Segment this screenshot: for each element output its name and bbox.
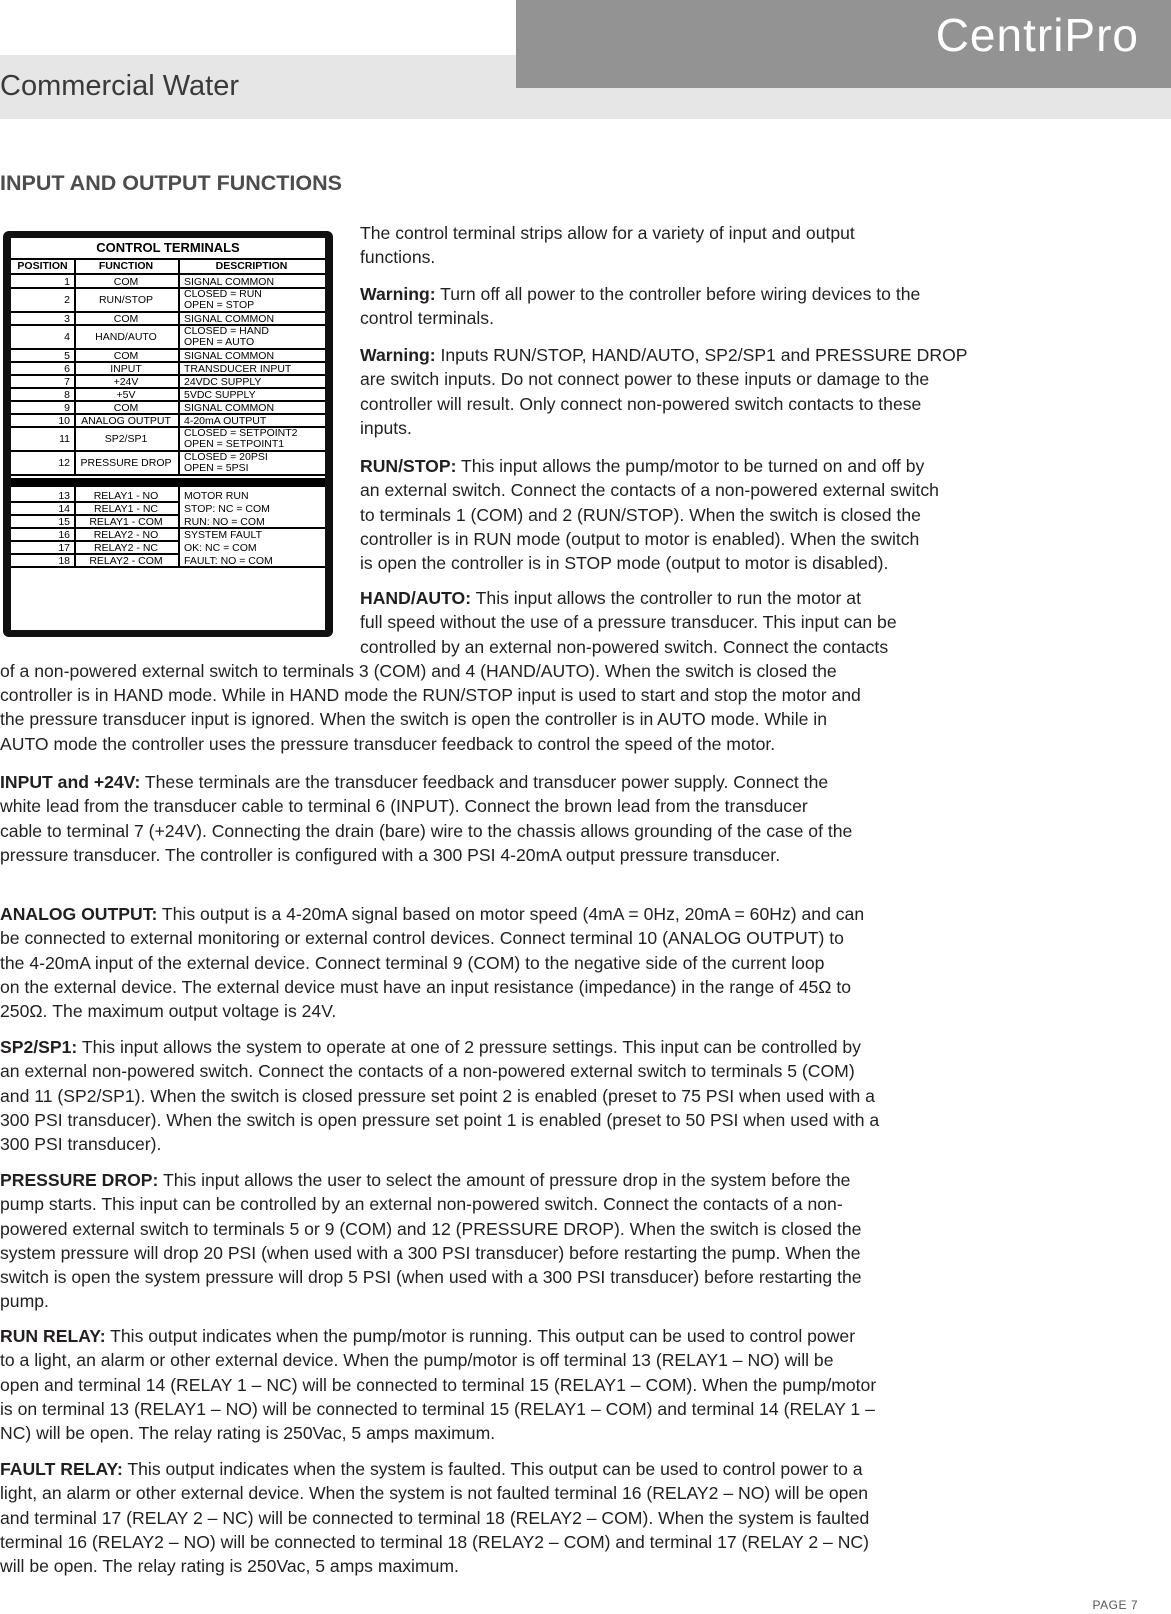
paragraph-text: terminal 16 (RELAY2 – NO) will be connected to terminal 18 (RELAY2 – COM) and terminal 17 (RELAY 2 – NC) (0, 1531, 869, 1552)
table-cell-position: 15 (58, 515, 70, 528)
table-cell-description: TRANSDUCER INPUT (184, 362, 292, 375)
table-cell-function: COM (113, 275, 139, 288)
paragraph-line (0, 999, 864, 1023)
paragraph-text: and terminal 17 (RELAY 2 – NC) will be connected to terminal 18 (RELAY2 – COM). When the system is faulted (0, 1507, 870, 1528)
paragraph-text: This output is a 4-20mA signal based on motor speed (4mA = 0Hz, 20mA = 60Hz) and can (157, 904, 865, 924)
table-cell-position: 4 (64, 331, 70, 343)
table-cell-position: 14 (58, 502, 70, 515)
table-separator-bar (11, 478, 325, 487)
paragraph-text: of a non-powered external switch to terminals 3 (COM) and 4 (HAND/AUTO). When the switch is closed the (0, 660, 837, 681)
table-cell-description: CLOSED = 20PSI (184, 451, 268, 463)
table-cell-position: 17 (58, 541, 70, 554)
paragraph-line (0, 707, 897, 731)
paragraph-text: inputs. (360, 417, 412, 438)
table-cell-description: OPEN = 5PSI (184, 462, 249, 474)
paragraph-line (0, 1397, 876, 1421)
paragraph-text: be connected to external monitoring or external control devices. Connect terminal 10 (ANALOG OUTPUT) to (0, 928, 844, 949)
paragraph-text: cable to terminal 7 (+24V). Connecting the drain (bare) wire to the chassis allows grounding of the case of the (0, 820, 853, 841)
paragraph-line (360, 367, 968, 391)
table-cell-function: INPUT (110, 362, 142, 375)
paragraph-line (0, 926, 864, 950)
paragraph-text: 300 PSI transducer). (0, 1134, 162, 1155)
paragraph (0, 1035, 879, 1156)
table-row-rule (11, 324, 325, 326)
paragraph-line (0, 951, 864, 975)
page-heading: INPUT AND OUTPUT FUNCTIONS (0, 171, 342, 195)
table-cell-description: CLOSED = HAND (184, 325, 269, 337)
table-cell-description: CLOSED = RUN (184, 288, 262, 300)
paragraph-line (0, 1132, 879, 1156)
paragraph-line (360, 282, 920, 306)
paragraph-line (0, 1192, 862, 1216)
paragraph-label: Warning: (360, 284, 436, 304)
control-terminals-table (11, 238, 325, 630)
paragraph-text: This input allows the system to operate at one of 2 pressure settings. This input can be controlled by (77, 1037, 861, 1057)
table-rule (11, 273, 325, 275)
paragraph-label: RUN RELAY: (0, 1326, 106, 1346)
table-cell-description: OPEN = SETPOINT1 (184, 438, 285, 450)
paragraph-label: ANALOG OUTPUT: (0, 904, 158, 924)
paragraph-text: the pressure transducer input is ignored. When the switch is open the controller is in AUTO mode. While in (0, 709, 827, 730)
paragraph-text: This input allows the user to select the amount of pressure drop in the system before the (158, 1170, 851, 1190)
paragraph-line (0, 1265, 862, 1289)
paragraph-text: powered external switch to terminals 5 or 9 (COM) and 12 (PRESSURE DROP). When the switch is closed the (0, 1218, 862, 1239)
paragraph-text: controller will result. Only connect non-powered switch contacts to these (360, 393, 922, 414)
table-row-rule (11, 474, 325, 476)
paragraph-text: functions. (360, 247, 436, 268)
paragraph-line (0, 902, 864, 926)
paragraph-line (360, 306, 920, 330)
paragraph-line (0, 659, 897, 683)
paragraph-label: HAND/AUTO: (360, 588, 472, 608)
paragraph-line (0, 732, 897, 756)
paragraph-line (0, 683, 897, 707)
paragraph-label: Warning: (360, 345, 436, 365)
table-cell-position: 9 (64, 401, 70, 414)
brand-box (516, 0, 1171, 88)
paragraph (0, 770, 852, 867)
paragraph-line (0, 1554, 869, 1578)
paragraph-text: This output indicates when the pump/motor is running. This output can be used to control power (105, 1326, 856, 1346)
paragraph-text: 250Ω. The maximum output voltage is 24V. (0, 1001, 337, 1022)
paragraph-line (360, 478, 939, 502)
table-cell-description: SIGNAL COMMON (184, 349, 275, 362)
column-header: POSITION (17, 260, 68, 272)
table-cell-position: 7 (64, 375, 70, 388)
paragraph-line (0, 1241, 862, 1265)
paragraph-line (360, 527, 939, 551)
table-cell-description: SYSTEM FAULT (184, 528, 262, 541)
paragraph-label: PRESSURE DROP: (0, 1170, 159, 1190)
paragraph-text: full speed without the use of a pressure transducer. This input can be (360, 612, 897, 633)
table-cell-function: COM (113, 401, 139, 414)
table-cell-function: RELAY1 - NO (93, 489, 159, 502)
paragraph-line (0, 1421, 876, 1445)
paragraph-text: light, an alarm or other external device. When the system is not faulted terminal 16 (RELAY2 – NO) will be open (0, 1483, 869, 1504)
table-cell-function: +5V (116, 388, 136, 401)
page-number: PAGE 7 (1092, 1598, 1138, 1612)
paragraph-text: to terminals 1 (COM) and 2 (RUN/STOP). When the switch is closed the (360, 504, 921, 525)
table-cell-position: 10 (58, 414, 70, 427)
paragraph-text: the 4-20mA input of the external device. Connect terminal 9 (COM) to the negative side of the current loop (0, 952, 825, 973)
table-cell-description: 5VDC SUPPLY (184, 388, 256, 401)
paragraph-text: white lead from the transducer cable to terminal 6 (INPUT). Connect the brown lead from the transducer (0, 796, 808, 817)
paragraph (0, 1457, 869, 1578)
paragraph-line (0, 1530, 869, 1554)
paragraph-line (360, 635, 897, 659)
paragraph-text: control terminals. (360, 308, 494, 329)
paragraph-text: on the external device. The external device must have an input resistance (impedance) in the range of 45Ω to (0, 976, 851, 997)
paragraph-text: an external non-powered switch. Connect the contacts of a non-powered external switch to terminals 5 (COM) (0, 1061, 855, 1082)
table-column-rule (178, 258, 180, 475)
paragraph-text: AUTO mode the controller uses the pressure transducer feedback to control the speed of the motor. (0, 733, 776, 754)
paragraph-text: pump starts. This input can be controlled by an external non-powered switch. Connect the contacts of a non- (0, 1194, 843, 1215)
table-cell-position: 18 (58, 554, 70, 567)
paragraph-line (360, 221, 855, 245)
paragraph-text: This output indicates when the system is faulted. This output can be used to control power to a (122, 1459, 863, 1479)
paragraph-text: switch is open the system pressure will drop 5 PSI (when used with a 300 PSI transducer) before restarting the (0, 1267, 862, 1288)
paragraph-line (0, 794, 852, 818)
table-cell-description: SIGNAL COMMON (184, 312, 275, 325)
table-cell-function: ANALOG OUTPUT (81, 414, 171, 427)
table-cell-position: 11 (59, 433, 70, 445)
table-cell-function: COM (113, 349, 139, 362)
paragraph-text: will be open. The relay rating is 250Vac, 5 amps maximum. (0, 1556, 459, 1577)
paragraph-text: Turn off all power to the controller before wiring devices to the (435, 284, 921, 304)
table-row-rule (11, 450, 325, 452)
paragraph-label: FAULT RELAY: (0, 1459, 123, 1479)
paragraph-text: pump. (0, 1291, 49, 1312)
paragraph-text: NC) will be open. The relay rating is 250Vac, 5 amps maximum. (0, 1423, 496, 1444)
table-cell-description: 4-20mA OUTPUT (184, 414, 267, 427)
paragraph-line (0, 770, 852, 794)
paragraph-line (360, 586, 897, 610)
paragraph-line (0, 975, 864, 999)
paragraph-line (0, 1506, 869, 1530)
paragraph-label: INPUT and +24V: (0, 772, 141, 792)
table-cell-description: OK: NC = COM (184, 541, 257, 554)
table-cell-description: SIGNAL COMMON (184, 275, 275, 288)
paragraph-text: and 11 (SP2/SP1). When the switch is closed pressure set point 2 is enabled (preset to 75 PSI when used with a (0, 1085, 875, 1106)
paragraph (360, 454, 939, 575)
paragraph-line (360, 503, 939, 527)
table-cell-position: 12 (58, 457, 70, 469)
paragraph-line (0, 1108, 879, 1132)
paragraph-text: an external switch. Connect the contacts of a non-powered external switch (360, 480, 939, 501)
paragraph-line (0, 1084, 879, 1108)
table-title: CONTROL TERMINALS (96, 240, 240, 255)
paragraph-line (0, 1348, 876, 1372)
table-cell-description: OPEN = STOP (184, 299, 255, 311)
paragraph-line (360, 416, 968, 440)
paragraph (360, 343, 968, 440)
paragraph-line (360, 392, 968, 416)
table-cell-function: PRESSURE DROP (80, 457, 172, 469)
paragraph-line (360, 551, 939, 575)
table-row-rule (11, 566, 325, 568)
paragraph-text: The control terminal strips allow for a variety of input and output (360, 223, 855, 243)
table-cell-function: SP2/SP1 (104, 433, 148, 445)
paragraph-text: Inputs RUN/STOP, HAND/AUTO, SP2/SP1 and PRESSURE DROP (435, 345, 968, 365)
paragraph-text: This input allows the controller to run the motor at (471, 588, 861, 608)
paragraph-line (0, 1324, 876, 1348)
paragraph-line (0, 1059, 879, 1083)
brand-logo: CentriPro (935, 9, 1139, 61)
paragraph-text: controlled by an external non-powered switch. Connect the contacts (360, 636, 889, 657)
table-cell-function: RELAY1 - COM (89, 515, 163, 528)
paragraph-line (360, 610, 897, 634)
paragraph-label: SP2/SP1: (0, 1037, 78, 1057)
paragraph-line (360, 454, 939, 478)
table-cell-description: 24VDC SUPPLY (184, 375, 262, 388)
paragraph-text: This input allows the pump/motor to be turned on and off by (456, 456, 925, 476)
table-cell-position: 2 (64, 294, 70, 306)
paragraph-line (0, 1217, 862, 1241)
paragraph (0, 586, 897, 756)
table-row-rule (11, 287, 325, 289)
paragraph (0, 1324, 876, 1445)
column-header: DESCRIPTION (215, 260, 288, 272)
paragraph-text: controller is in RUN mode (output to motor is enabled). When the switch (360, 528, 920, 549)
table-cell-position: 13 (58, 489, 70, 502)
paragraph-line (0, 1373, 876, 1397)
paragraph-line (0, 1035, 879, 1059)
paragraph-line (0, 843, 852, 867)
section-subtitle: Commercial Water (0, 70, 240, 102)
table-cell-description: CLOSED = SETPOINT2 (184, 427, 298, 439)
paragraph-line (0, 1481, 869, 1505)
paragraph-text: pressure transducer. The controller is configured with a 300 PSI 4-20mA output pressure transducer. (0, 844, 781, 865)
table-cell-position: 16 (58, 528, 70, 541)
paragraph-text: is open the controller is in STOP mode (output to motor is disabled). (360, 553, 889, 574)
paragraph-line (0, 1457, 869, 1481)
table-cell-position: 5 (64, 349, 70, 362)
table-cell-function: RELAY1 - NC (94, 502, 158, 515)
table-cell-function: RELAY2 - NC (94, 541, 158, 554)
paragraph-line (360, 245, 855, 269)
paragraph-text: 300 PSI transducer). When the switch is open pressure set point 1 is enabled (preset to 50 PSI when used with a (0, 1109, 880, 1130)
paragraph-text: open and terminal 14 (RELAY 1 – NC) will be connected to terminal 15 (RELAY1 – COM). When the pump/motor (0, 1374, 877, 1395)
table-cell-function: RELAY2 - COM (89, 554, 163, 567)
paragraph-line (0, 1168, 862, 1192)
paragraph-line (0, 819, 852, 843)
table-cell-function: RELAY2 - NO (93, 528, 159, 541)
column-header: FUNCTION (98, 260, 154, 272)
paragraph (360, 221, 855, 270)
paragraph-text: controller is in HAND mode. While in HAND mode the RUN/STOP input is used to start and stop the motor and (0, 685, 861, 706)
table-cell-position: 8 (64, 388, 70, 401)
table-cell-position: 1 (64, 275, 70, 288)
paragraph-text: These terminals are the transducer feedback and transducer power supply. Connect the (140, 772, 829, 792)
paragraph-line (360, 343, 968, 367)
paragraph-text: system pressure will drop 20 PSI (when used with a 300 PSI transducer) before restarting the pump. When the (0, 1242, 861, 1263)
table-cell-description: RUN: NO = COM (184, 515, 265, 528)
table-cell-function: HAND/AUTO (95, 331, 157, 343)
table-cell-position: 3 (64, 312, 70, 325)
paragraph-label: RUN/STOP: (360, 456, 457, 476)
paragraph (0, 902, 864, 1023)
paragraph (0, 1168, 862, 1314)
table-cell-description: MOTOR RUN (184, 489, 249, 502)
table-cell-function: +24V (113, 375, 139, 388)
paragraph (360, 282, 920, 331)
table-cell-function: RUN/STOP (98, 294, 154, 306)
paragraph-line (0, 1289, 862, 1313)
control-terminals-figure (3, 231, 333, 637)
paragraph-text: are switch inputs. Do not connect power to these inputs or damage to the (360, 369, 930, 390)
table-cell-description: FAULT: NO = COM (184, 554, 273, 567)
paragraph-text: is on terminal 13 (RELAY1 – NO) will be connected to terminal 15 (RELAY1 – COM) and terminal 14 (RELAY 1 – (0, 1398, 875, 1419)
table-cell-description: STOP: NC = COM (184, 502, 270, 515)
table-cell-function: COM (113, 312, 139, 325)
table-cell-position: 6 (64, 362, 70, 375)
table-cell-description: OPEN = AUTO (184, 336, 255, 348)
paragraph-text: to a light, an alarm or other external device. When the pump/motor is off terminal 13 (RELAY1 – NO) will be (0, 1350, 834, 1371)
table-cell-description: SIGNAL COMMON (184, 401, 275, 414)
